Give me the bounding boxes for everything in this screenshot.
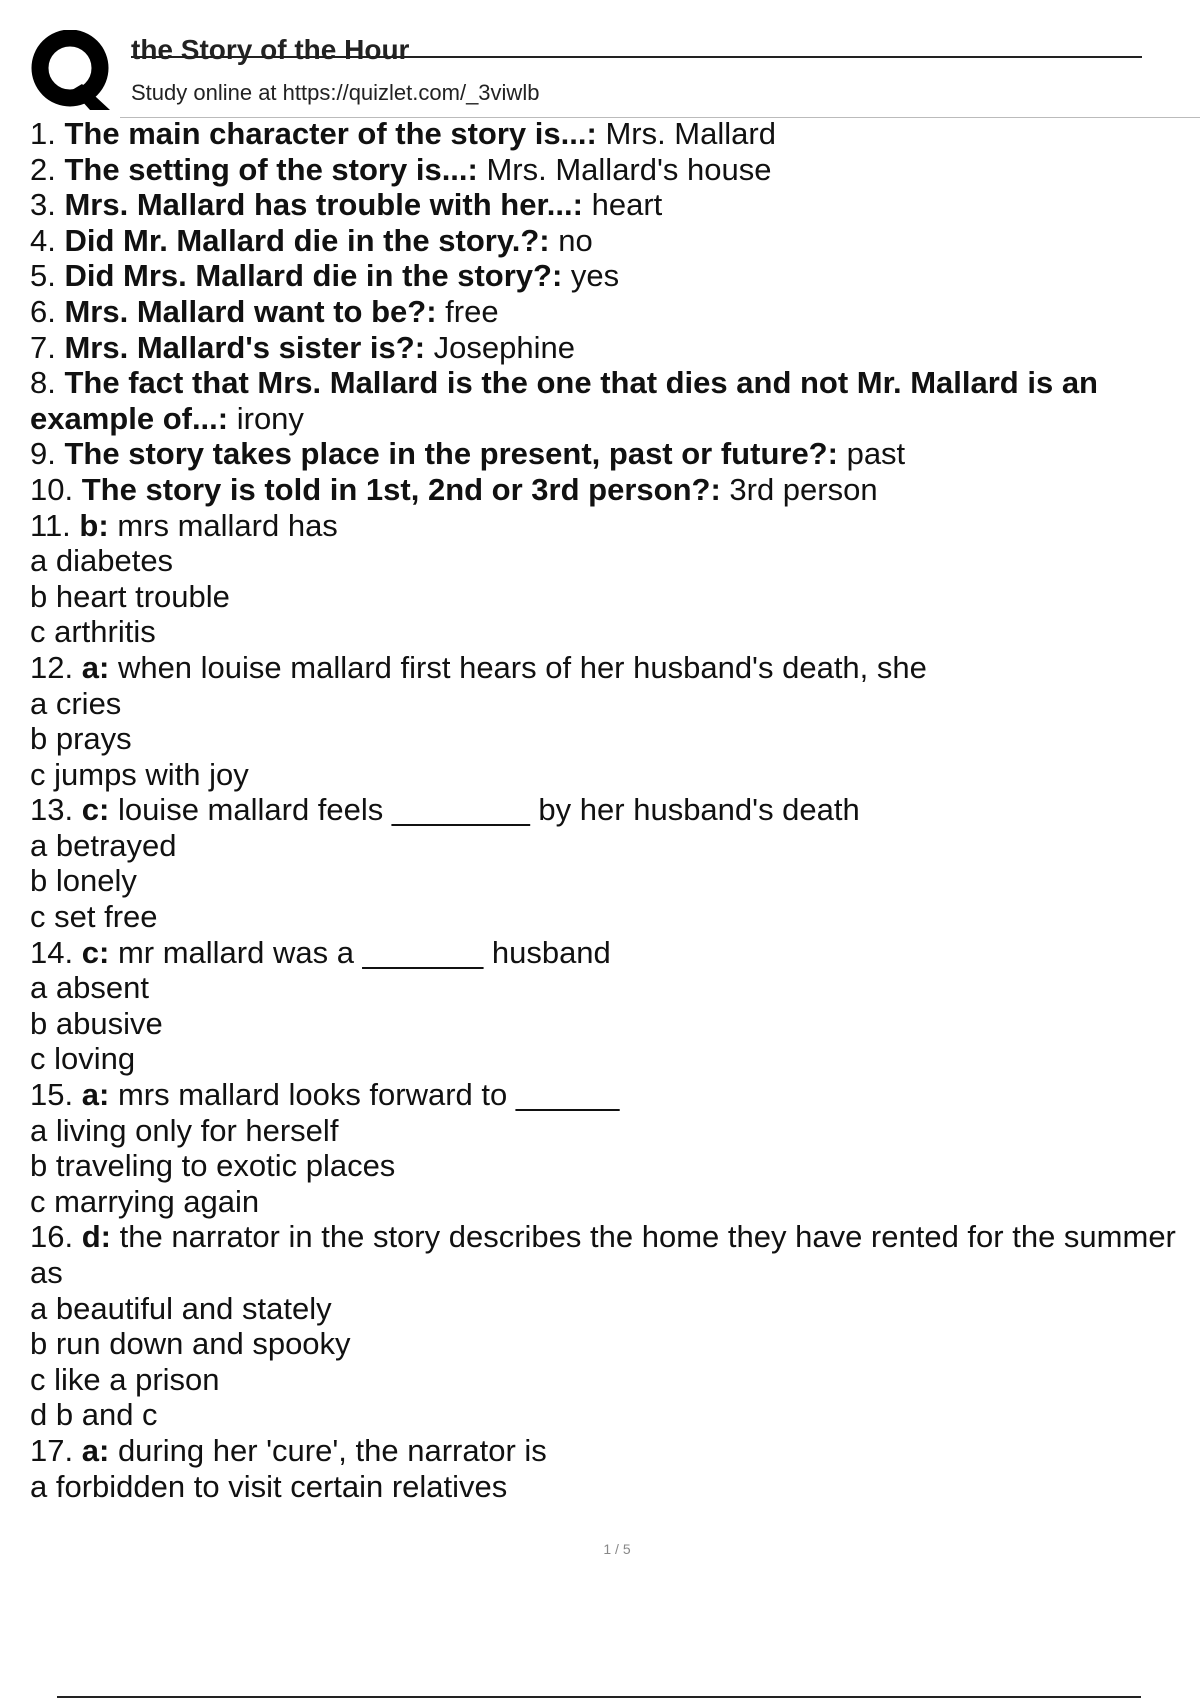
footer-divider (57, 1696, 1141, 1698)
question-number: 4. (30, 222, 56, 258)
option-text: d b and c (30, 1397, 158, 1433)
question-line (30, 152, 1200, 188)
question-line (30, 330, 1200, 366)
question-term: a: (81, 1432, 110, 1468)
question-line (30, 223, 1200, 259)
answer-text: no (558, 222, 593, 258)
quizlet-logo-icon (30, 30, 112, 112)
question-term: The fact that Mrs. Mallard is the one that dies and not Mr. Mallard is an (64, 365, 1098, 401)
question-line (30, 650, 1200, 686)
title-rule (131, 56, 1142, 58)
study-list (30, 116, 1200, 1504)
question-line (30, 116, 1200, 152)
answer-option (30, 899, 1200, 935)
option-text: c like a prison (30, 1361, 220, 1397)
answer-option (30, 757, 1200, 793)
answer-option (30, 1006, 1200, 1042)
question-term: Mrs. Mallard has trouble with her...: (64, 187, 583, 223)
answer-text: mrs mallard has (117, 507, 338, 543)
option-text: a betrayed (30, 827, 177, 863)
question-continuation (30, 401, 1200, 437)
answer-text: free (445, 293, 499, 329)
option-text: c arthritis (30, 614, 156, 650)
option-text: a cries (30, 685, 122, 721)
answer-option (30, 543, 1200, 579)
option-text: c loving (30, 1041, 136, 1077)
page-number: 1 / 5 (603, 1541, 631, 1557)
question-line (30, 1219, 1200, 1255)
question-term: Did Mrs. Mallard die in the story?: (64, 258, 563, 294)
question-term: c: (81, 934, 110, 970)
answer-text: past (846, 436, 906, 472)
option-text: c marrying again (30, 1183, 260, 1219)
answer-text: heart (591, 187, 663, 223)
question-term: d: (81, 1219, 111, 1255)
option-text: a living only for herself (30, 1112, 339, 1148)
option-text: b heart trouble (30, 578, 230, 614)
answer-option (30, 1362, 1200, 1398)
answer-text: irony (236, 400, 304, 436)
option-text: a beautiful and stately (30, 1290, 332, 1326)
question-line (30, 792, 1200, 828)
answer-option (30, 1041, 1200, 1077)
question-number: 11. (30, 507, 71, 543)
answer-text: Mrs. Mallard (605, 116, 776, 151)
option-text: a diabetes (30, 543, 174, 579)
answer-option (30, 1184, 1200, 1220)
question-line (30, 436, 1200, 472)
question-term: example of...: (30, 400, 229, 436)
answer-text: louise mallard feels ________ by her husband's death (117, 792, 860, 828)
question-number: 6. (30, 293, 56, 329)
answer-option (30, 614, 1200, 650)
question-term: The setting of the story is...: (64, 151, 478, 187)
answer-option (30, 721, 1200, 757)
question-line (30, 365, 1200, 401)
answer-option (30, 828, 1200, 864)
question-number: 16. (30, 1219, 74, 1255)
question-number: 3. (30, 187, 56, 223)
option-text: b lonely (30, 863, 137, 899)
question-line (30, 187, 1200, 223)
answer-option (30, 970, 1200, 1006)
answer-option (30, 1113, 1200, 1149)
question-number: 12. (30, 649, 74, 685)
question-term: Mrs. Mallard want to be?: (64, 293, 437, 329)
answer-option (30, 863, 1200, 899)
question-number: 1. (30, 116, 56, 151)
question-number: 13. (30, 792, 74, 828)
answer-text: yes (570, 258, 620, 294)
answer-option (30, 1397, 1200, 1433)
answer-option (30, 1326, 1200, 1362)
option-text: as (30, 1255, 63, 1290)
answer-text: mrs mallard looks forward to ______ (117, 1077, 620, 1113)
question-number: 5. (30, 258, 56, 294)
question-term: a: (81, 649, 110, 685)
question-number: 17. (30, 1432, 74, 1468)
question-number: 8. (30, 365, 56, 401)
question-line (30, 258, 1200, 294)
study-link-text: Study online at https://quizlet.com/_3viwlb (131, 80, 540, 105)
option-text: c set free (30, 899, 158, 935)
question-line (30, 935, 1200, 971)
question-term: Mrs. Mallard's sister is?: (64, 329, 426, 365)
page-header (0, 0, 1200, 120)
question-line (30, 1433, 1200, 1469)
option-text: a absent (30, 970, 149, 1006)
answer-option (30, 1469, 1200, 1505)
question-term: a: (81, 1077, 110, 1113)
question-line (30, 508, 1200, 544)
option-text: c jumps with joy (30, 756, 249, 792)
answer-text: Josephine (433, 329, 576, 365)
option-text: b traveling to exotic places (30, 1148, 396, 1184)
question-term: Did Mr. Mallard die in the story.?: (64, 222, 550, 258)
document-title: the Story of the Hour (131, 34, 410, 65)
question-number: 7. (30, 329, 56, 365)
answer-text: when louise mallard first hears of her husband's death, she (117, 649, 927, 685)
option-text: b run down and spooky (30, 1326, 351, 1362)
answer-text: the narrator in the story describes the home they have rented for the summer (119, 1219, 1176, 1255)
question-line (30, 472, 1200, 508)
question-term: The story takes place in the present, past or future?: (64, 436, 838, 472)
answer-option (30, 1291, 1200, 1327)
answer-text: 3rd person (729, 471, 878, 507)
question-number: 14. (30, 934, 74, 970)
question-term: b: (79, 507, 109, 543)
answer-text: mr mallard was a _______ husband (117, 934, 611, 970)
question-term: The story is told in 1st, 2nd or 3rd person?: (81, 471, 721, 507)
option-text: b abusive (30, 1005, 163, 1041)
question-term: c: (81, 792, 110, 828)
answer-option (30, 1255, 1200, 1291)
question-line (30, 294, 1200, 330)
option-text: b prays (30, 721, 132, 757)
answer-option (30, 686, 1200, 722)
answer-option (30, 1148, 1200, 1184)
question-line (30, 1077, 1200, 1113)
answer-text: during her 'cure', the narrator is (117, 1432, 547, 1468)
question-number: 2. (30, 151, 56, 187)
option-text: a forbidden to visit certain relatives (30, 1468, 508, 1504)
question-number: 10. (30, 471, 74, 507)
answer-text: Mrs. Mallard's house (486, 151, 772, 187)
question-number: 15. (30, 1077, 74, 1113)
answer-option (30, 579, 1200, 615)
question-term: The main character of the story is...: (64, 116, 597, 151)
question-number: 9. (30, 436, 56, 472)
